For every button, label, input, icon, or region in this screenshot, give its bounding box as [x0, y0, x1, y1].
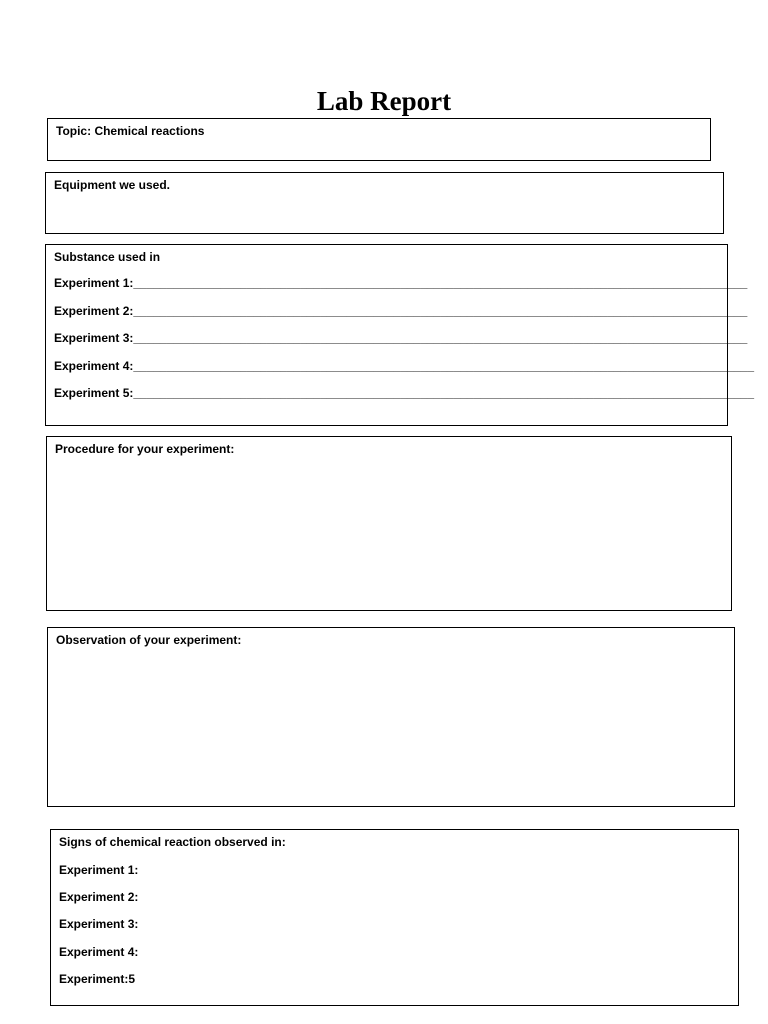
observation-box[interactable]	[47, 627, 735, 807]
substance-row-2: Experiment 2:____________________________________________________________________________________________	[54, 304, 748, 318]
substance-row-5: Experiment 5:_____________________________________________________________________________________________	[54, 386, 755, 400]
signs-row-1: Experiment 1:	[59, 863, 139, 877]
procedure-label: Procedure for your experiment:	[55, 442, 235, 456]
signs-row-4: Experiment 4:	[59, 945, 139, 959]
substance-row-3: Experiment 3:____________________________________________________________________________________________	[54, 331, 748, 345]
substance-row-4: Experiment 4:_____________________________________________________________________________________________	[54, 359, 755, 373]
substance-box[interactable]	[45, 244, 755, 426]
signs-row-5: Experiment:5	[59, 972, 136, 986]
substance-heading: Substance used in	[54, 250, 161, 264]
page-title: Lab Report	[316, 86, 452, 116]
signs-row-2: Experiment 2:	[59, 890, 139, 904]
topic-box[interactable]	[47, 118, 711, 161]
signs-heading: Signs of chemical reaction observed in:	[59, 835, 286, 849]
signs-box[interactable]	[50, 829, 739, 1006]
observation-label: Observation of your experiment:	[56, 633, 242, 647]
equipment-box[interactable]	[45, 172, 724, 234]
substance-row-1: Experiment 1:____________________________________________________________________________________________	[54, 276, 748, 290]
topic-label: Topic: Chemical reactions	[56, 124, 205, 138]
signs-row-3: Experiment 3:	[59, 917, 139, 931]
procedure-box[interactable]	[46, 436, 732, 611]
equipment-label: Equipment we used.	[54, 178, 171, 192]
